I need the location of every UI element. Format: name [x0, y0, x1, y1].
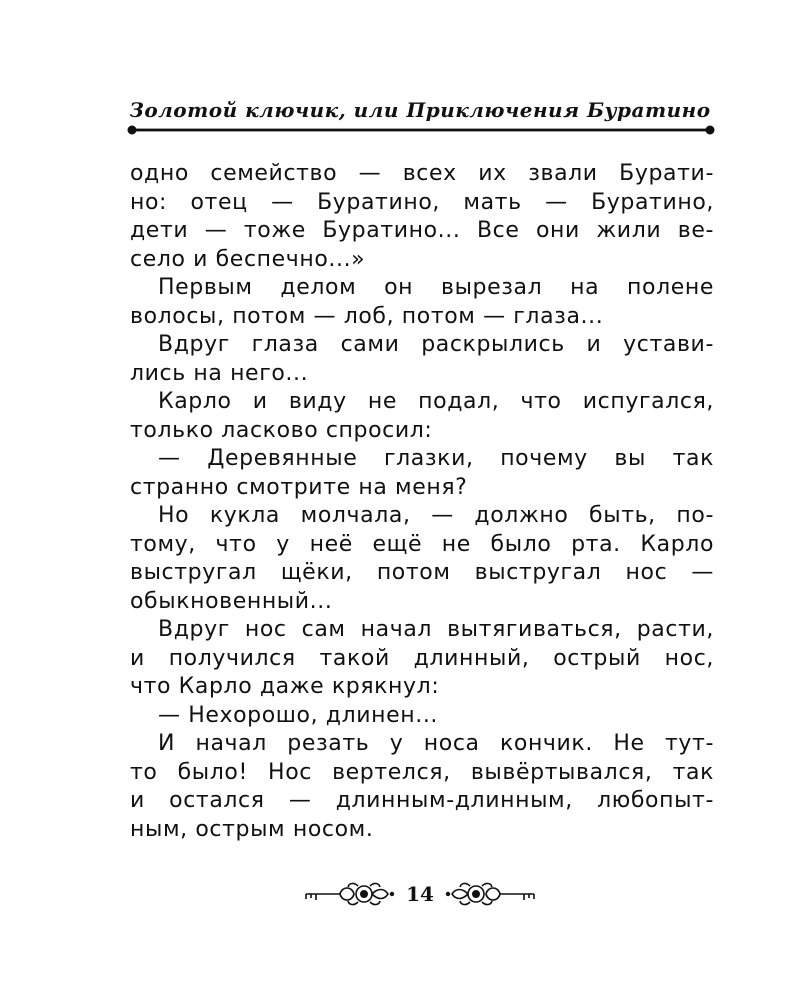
text-line: село и беспечно...»	[130, 246, 366, 272]
text-line: что Карло даже крякнул:	[130, 674, 440, 699]
text-line: тому, что у неё ещё не было рта. Карло	[130, 531, 714, 557]
text-line: но: отец — Буратино, мать — Буратино,	[130, 189, 714, 215]
running-header-title: Золотой ключик, или Приключения Буратино	[129, 98, 711, 122]
text-line: одно семейство — всех их звали Бурати-	[130, 161, 714, 186]
text-line: Вдруг нос сам начал вытягиваться, расти,	[158, 617, 714, 642]
text-line: И начал резать у носа кончик. Не тут-	[158, 731, 714, 756]
page-footer	[300, 878, 540, 910]
text-line: то было! Нос вертелся, вывёртывался, так	[130, 759, 714, 785]
rule-line	[135, 129, 707, 132]
text-line: и получился такой длинный, острый нос,	[130, 645, 714, 671]
text-line: лись на него...	[130, 360, 309, 386]
rule-right-dot	[706, 126, 715, 135]
text-line: странно смотрите на меня?	[130, 474, 468, 500]
text-line: — Деревянные глазки, почему вы так	[158, 446, 714, 471]
page-number: 14	[406, 882, 434, 906]
text-line: ным, острым носом.	[130, 816, 374, 842]
text-line: Но кукла молчала, — должно быть, по-	[158, 503, 714, 528]
header-rule	[127, 122, 715, 138]
body-text	[130, 160, 714, 844]
text-line: дети — тоже Буратино... Все они жили ве-	[130, 218, 714, 243]
text-line: Карло и виду не подал, что испугался,	[158, 389, 714, 414]
key-ornament-left-icon	[300, 878, 400, 910]
text-line: Вдруг глаза сами раскрылись и устави-	[158, 332, 714, 357]
text-line: и остался — длинным-длинным, любопыт-	[130, 788, 714, 813]
key-ornament-right-icon	[440, 878, 540, 910]
text-line: только ласково спросил:	[130, 417, 433, 443]
text-line: Первым делом он вырезал на полене	[158, 275, 714, 300]
text-line: — Нехорошо, длинен...	[158, 702, 439, 728]
text-line: выстругал щёки, потом выстругал нос —	[130, 560, 714, 585]
text-line: волосы, потом — лоб, потом — глаза...	[130, 303, 604, 329]
text-line: обыкновенный...	[130, 588, 333, 614]
